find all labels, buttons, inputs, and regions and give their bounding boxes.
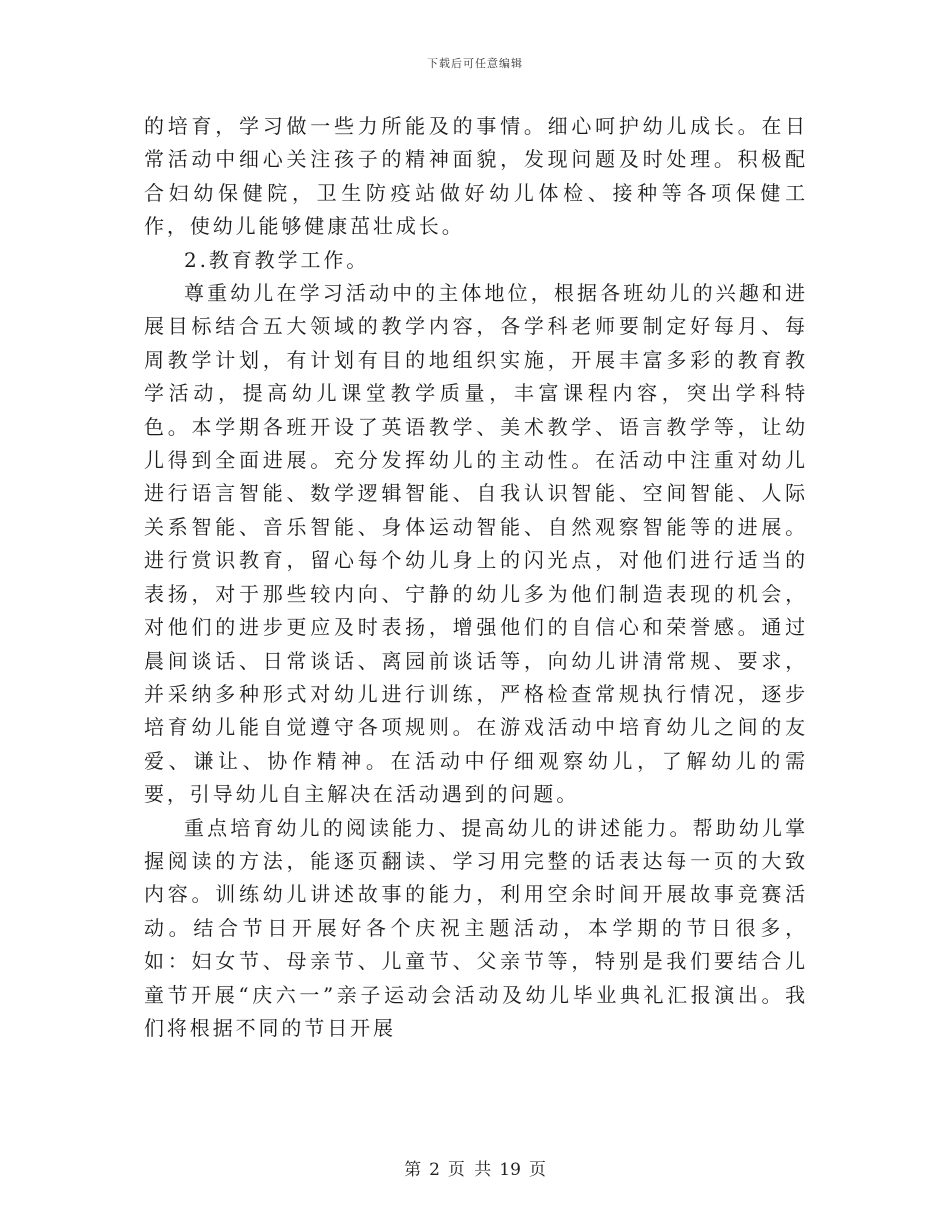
paragraph-reading: 重点培育幼儿的阅读能力、提高幼儿的讲述能力。帮助幼儿掌握阅读的方法，能逐页翻读、学习用完整的话表达每一页的大致内容。训练幼儿讲述故事的能力，利用空余时间开展故事竞赛活动。结合节日开展好各个庆祝主题活动，本学期的节日很多，如：妇女节、母亲节、儿童节、父亲节等，特别是我们要结合儿童节开展“庆六一”亲子运动会活动及幼儿毕业典礼汇报演出。我们将根据不同的节日开展 bbox=[144, 815, 808, 1040]
page-header: 下载后可任意编辑 bbox=[427, 57, 523, 70]
total-pages-number: 19 bbox=[499, 1160, 521, 1180]
footer-prefix: 第 bbox=[404, 1160, 422, 1180]
document-body bbox=[144, 110, 808, 1045]
section-heading: 2.教育教学工作。 bbox=[184, 247, 370, 272]
footer-middle: 页 共 bbox=[447, 1160, 492, 1180]
footer-suffix: 页 bbox=[528, 1160, 546, 1180]
paragraph-continuation: 的培育，学习做一些力所能及的事情。细心呵护幼儿成长。在日常活动中细心关注孩子的精神面貌，发现问题及时处理。积极配合妇幼保健院，卫生防疫站做好幼儿体检、接种等各项保健工作，使幼儿能够健康茁壮成长。 bbox=[144, 114, 808, 239]
current-page-number: 2 bbox=[429, 1160, 440, 1180]
paragraph-teaching: 尊重幼儿在学习活动中的主体地位，根据各班幼儿的兴趣和进展目标结合五大领域的教学内容，各学科老师要制定好每月、每周教学计划，有计划有目的地组织实施，开展丰富多彩的教育教学活动，提高幼儿课堂教学质量，丰富课程内容，突出学科特色。本学期各班开设了英语教学、美术教学、语言教学等，让幼儿得到全面进展。充分发挥幼儿的主动性。在活动中注重对幼儿进行语言智能、数学逻辑智能、自我认识智能、空间智能、人际关系智能、音乐智能、身体运动智能、自然观察智能等的进展。进行赏识教育，留心每个幼儿身上的闪光点，对他们进行适当的表扬，对于那些较内向、宁静的幼儿多为他们制造表现的机会，对他们的进步更应及时表扬，增强他们的自信心和荣誉感。通过晨间谈话、日常谈话、离园前谈话等，向幼儿讲清常规、要求，并采纳多种形式对幼儿进行训练，严格检查常规执行情况，逐步培育幼儿能自觉遵守各项规则。在游戏活动中培育幼儿之间的友爱、谦让、协作精神。在活动中仔细观察幼儿，了解幼儿的需要，引导幼儿自主解决在活动遇到的问题。 bbox=[144, 281, 808, 807]
page-footer bbox=[0, 1155, 950, 1180]
